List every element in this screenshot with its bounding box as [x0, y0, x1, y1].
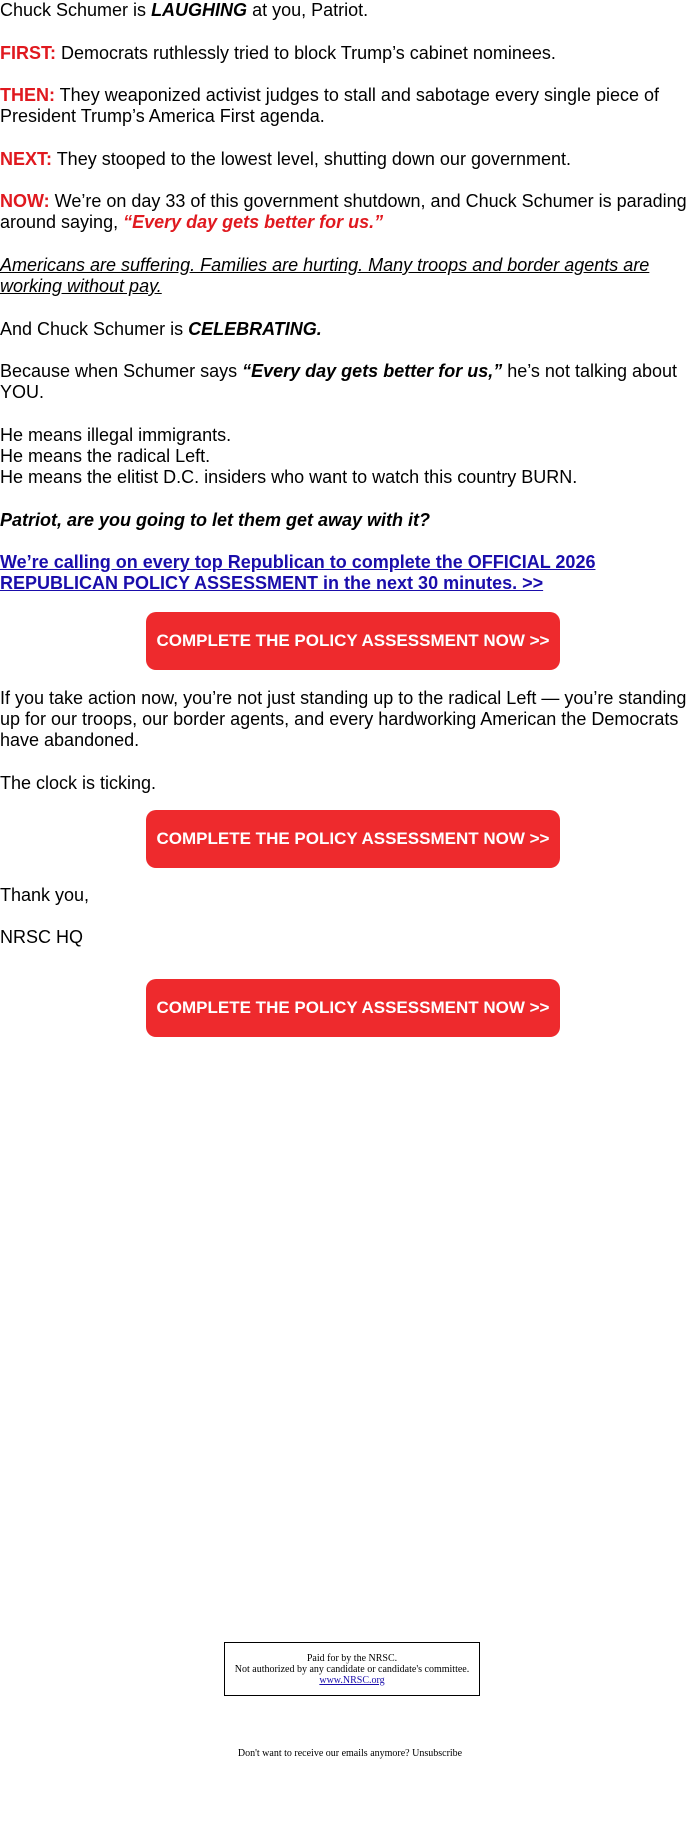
thanks-paragraph: Thank you, — [0, 885, 90, 905]
celebrating-emphasis: CELEBRATING. — [188, 319, 322, 339]
cta-button[interactable]: COMPLETE THE POLICY ASSESSMENT NOW >> — [146, 810, 560, 868]
first-label: FIRST: — [0, 43, 56, 63]
celebrating-paragraph: And Chuck Schumer is CELEBRATING. — [0, 319, 322, 339]
then-label: THEN: — [0, 85, 55, 105]
disclaimer-line: Not authorized by any candidate or candidate's committee. — [234, 1664, 470, 1675]
schumer-quote: “Every day gets better for us.” — [123, 212, 384, 232]
call-paragraph — [0, 552, 620, 594]
means-line: He means the radical Left. — [0, 446, 211, 466]
means-line: He means illegal immigrants. — [0, 425, 232, 445]
cta-button[interactable]: COMPLETE THE POLICY ASSESSMENT NOW >> — [146, 612, 560, 670]
disclaimer-line: Paid for by the NRSC. — [306, 1653, 398, 1664]
next-label: NEXT: — [0, 149, 53, 169]
policy-assessment-link[interactable]: We’re calling on every top Republican to complete the OFFICIAL 2026 REPUBLICAN POLICY ASSESSMENT in the next 30 minutes. >> — [0, 552, 596, 593]
because-paragraph: Because when Schumer says “Every day gets better for us,” he’s not talking about YOU. — [0, 361, 678, 402]
now-label: NOW: — [0, 191, 50, 211]
paid-for-disclaimer — [224, 1642, 480, 1696]
next-paragraph: NEXT: They stooped to the lowest level, shutting down our government. — [0, 149, 571, 169]
signature: NRSC HQ — [0, 927, 84, 947]
laughing-emphasis: LAUGHING — [151, 0, 248, 20]
action-paragraph: If you take action now, you’re not just standing up to the radical Left — you’re standing up for our troops, our border agents, and every hardworking American the Democrats have abandoned. — [0, 688, 687, 750]
question-paragraph: Patriot, are you going to let them get away with it? — [0, 510, 431, 530]
now-paragraph: NOW: We’re on day 33 of this government shutdown, and Chuck Schumer is parading around saying, “Every day gets better for us.” — [0, 191, 687, 232]
nrsc-website-link[interactable]: www.NRSC.org — [319, 1675, 385, 1686]
first-paragraph: FIRST: Democrats ruthlessly tried to block Trump’s cabinet nominees. — [0, 43, 556, 63]
unsubscribe-link[interactable]: Unsubscribe — [412, 1748, 463, 1759]
clock-paragraph: The clock is ticking. — [0, 773, 157, 793]
suffering-paragraph: Americans are suffering. Families are hurting. Many troops and border agents are working without pay. — [0, 255, 650, 296]
then-paragraph: THEN: They weaponized activist judges to stall and sabotage every single piece of President Trump’s America First agenda. — [0, 85, 660, 126]
means-list — [0, 425, 690, 488]
because-quote: “Every day gets better for us,” — [242, 361, 503, 381]
means-line: He means the elitist D.C. insiders who want to watch this country BURN. — [0, 467, 578, 487]
intro-paragraph: Chuck Schumer is LAUGHING at you, Patriot. — [0, 0, 369, 20]
cta-button[interactable]: COMPLETE THE POLICY ASSESSMENT NOW >> — [146, 979, 560, 1037]
unsubscribe-footer: Don't want to receive our emails anymore? Unsubscribe — [237, 1748, 463, 1759]
